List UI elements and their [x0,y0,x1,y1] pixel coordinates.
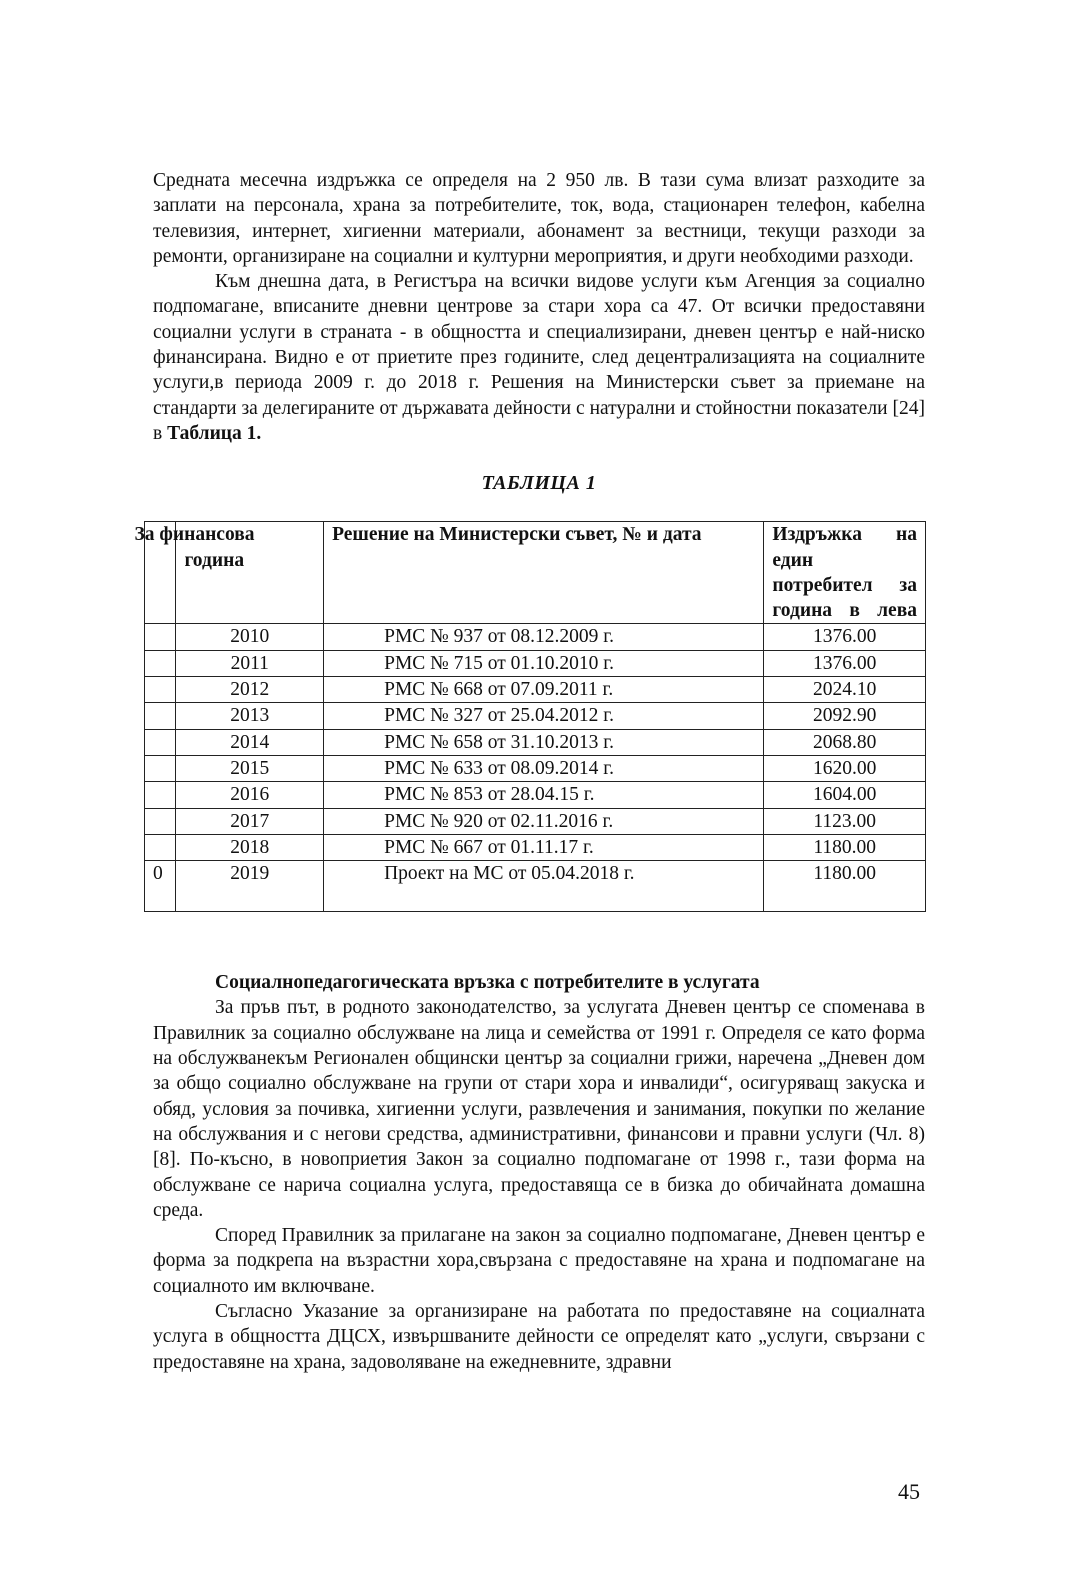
cell-decision: РМС № 937 от 08.12.2009 г. [324,624,764,650]
cell-decision: РМС № 633 от 08.09.2014 г. [324,755,764,781]
cell-amount: 1180.00 [764,861,926,912]
cell-decision: РМС № 667 от 01.11.17 г. [324,834,764,860]
cell-decision: РМС № 668 от 07.09.2011 г. [324,677,764,703]
cell-year: 2019 [176,861,324,912]
table-header-row [145,522,926,624]
section-heading: Социалнопедагогическата връзка с потребителите в услугата [215,972,760,994]
table-body [145,624,926,912]
header-decision-label: Решение на Министерски съвет, № и дата [332,524,702,546]
paragraph-instruction: Съгласно Указание за организиране на работата по предоставяне на социалната услуга в общността ДЦСХ, извършваните дейности се определят като „услуги, свързани с предоставяне на храна, задоволяване на ежедневните, здравни [153,1300,925,1373]
cell-year: 2014 [176,729,324,755]
cell-decision: РМС № 920 от 02.11.2016 г. [324,808,764,834]
cell-decision: РМС № 658 от 31.10.2013 г. [324,729,764,755]
table-row [145,755,926,781]
row-marker-cell [145,624,176,650]
cell-amount: 2024.10 [764,677,926,703]
table-row [145,782,926,808]
table-row [145,703,926,729]
row-marker-cell [145,782,176,808]
table-row [145,834,926,860]
header-amount [764,522,926,624]
table-caption: ТАБЛИЦА 1 [481,472,597,495]
paragraph-regulation: Според Правилник за прилагане на закон за социално подпомагане, Дневен център е форма за подкрепа на възрастни хора,свързана с предоставяне на храна и подпомагане на социалното им включване. [153,1225,925,1297]
cell-amount: 1620.00 [764,755,926,781]
table-row [145,624,926,650]
cell-year: 2011 [176,650,324,676]
row-marker-cell [145,755,176,781]
table-row [145,729,926,755]
row-marker-cell [145,834,176,860]
cell-year: 2010 [176,624,324,650]
cell-decision: РМС № 327 от 25.04.2012 г. [324,703,764,729]
cell-year: 2013 [176,703,324,729]
row-marker-cell [145,650,176,676]
cell-year: 2015 [176,755,324,781]
cell-year: 2017 [176,808,324,834]
cell-decision: Проект на МС от 05.04.2018 г. [324,861,764,912]
cell-year: 2012 [176,677,324,703]
cell-amount: 1376.00 [764,650,926,676]
row-marker-cell [145,703,176,729]
row-marker-cell [145,677,176,703]
header-year [134,522,324,624]
table-row [145,861,926,912]
page-number: 45 [898,1479,920,1504]
table-row [145,650,926,676]
cell-amount: 1123.00 [764,808,926,834]
paragraph-monthly-cost: Средната месечна издръжка се определя на 2 950 лв. В тази сума влизат разходите за заплати на персонала, храна за потребителите, ток, вода, стационарен телефон, кабелна телевизия, интернет, хигиенни материали, абонамент за вестници, текущи разходи за ремонти, организиране на социални и културни мероприятия, и други необходими разходи. [153,170,925,267]
page-content [134,168,925,1375]
cell-decision: РМС № 853 от 28.04.15 г. [324,782,764,808]
cell-amount: 1376.00 [764,624,926,650]
paragraph-history: За пръв път, в родното законодателство, за услугата Дневен център се споменава в Правилник за социално обслужване на лица и семейства от 1991 г. Определя се като форма на обслужванекъм Регионален общински център за социални грижи, наречена „Дневен дом за общо социално обслужване на групи от стари хора и инвалиди“, осигуряващ закуска и обяд, условия за почивка, хигиенни услуги, развлечения и занимания, покупки по желание на обслужвания и с негови средства, административни, финансови и правни услуги (Чл. 8) [8]. По-късно, в новоприетия Закон за социално подпомагане от 1998 г., тази форма на обслужване се нарича социална услуга, предоставяща се в бизка до обичайната домашна среда. [153,997,925,1221]
cell-amount: 1180.00 [764,834,926,860]
row-marker-cell [145,729,176,755]
row-marker-cell: 0 [145,861,176,912]
cell-year: 2018 [176,834,324,860]
paragraph-register [153,269,925,446]
cell-amount: 1604.00 [764,782,926,808]
header-year-label: За финансова година [134,524,255,571]
paragraph-register-text: Към днешна дата, в Регистъра на всички видове услуги към Агенция за социално подпомагане, вписаните дневни центрове за стари хора са 47. От всички предоставяни социални услуги в страната - в общността и специализирани, дневен център е най-ниско финансирана. Видно е от приетите през годините, след децентрализацията на социалните услуги,в периода 2009 г. до 2018 г. Решения на Министерски съвет за приемане на стандарти за делегираните от държавата дейности с натурални и стойностни показатели [24] в [153,271,925,444]
table-row [145,677,926,703]
header-decision [324,522,764,624]
funding-table [134,521,926,912]
row-marker-cell [145,808,176,834]
cell-amount: 2092.90 [764,703,926,729]
cell-decision: РМС № 715 от 01.10.2010 г. [324,650,764,676]
table-reference: Таблица 1. [167,422,262,444]
cell-amount: 2068.80 [764,729,926,755]
table-row [145,808,926,834]
header-amount-label: Издръжка на един потребител за година в лева [772,524,917,622]
cell-year: 2016 [176,782,324,808]
